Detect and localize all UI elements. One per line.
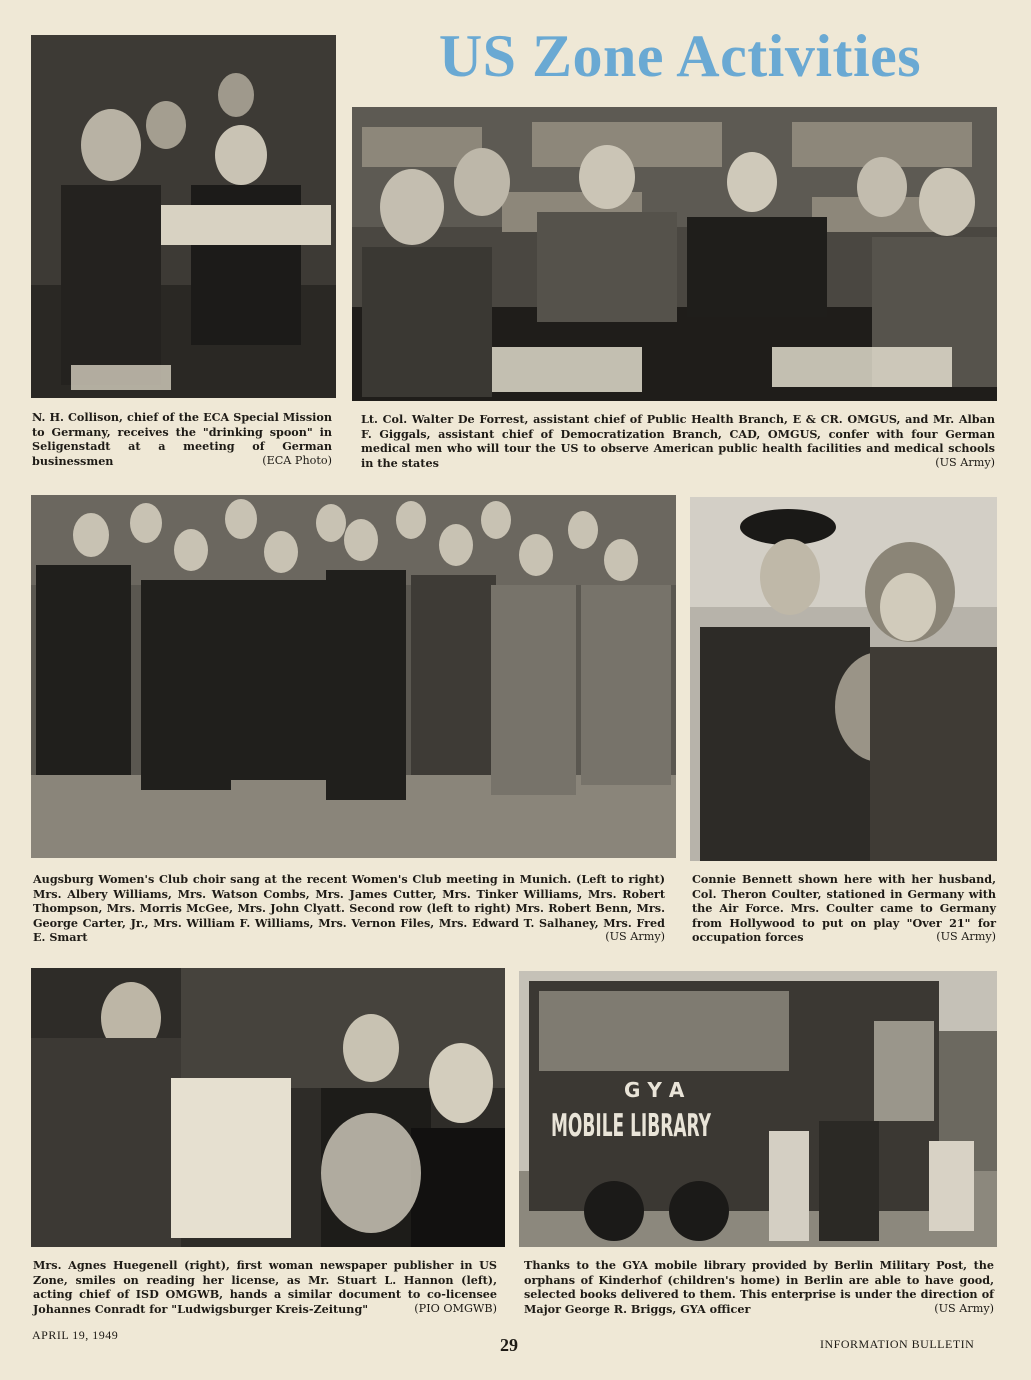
caption-womens-club-text: Augsburg Women's Club choir sang at the recent Women's Club meeting in Munich. (Left to right) Mrs. Albery Williams, Mrs. Watson Combs, Mrs. James Cutter, Mrs. Tinker Williams, Mrs. Robert Thompson, Mrs. Morris McGee, Mrs. John Clyatt. Second row (left to right) Mrs. Robert Benn, Mrs. George Carter, Jr., Mrs. William F. Williams, Mrs. Vernon Files, Mrs. Edward T. Salhaney, Mrs. Fred E. Smart [33, 872, 665, 945]
caption-connie-bennett-credit: (US Army) [936, 930, 996, 944]
page-title: US Zone Activities [438, 23, 922, 89]
caption-collison-credit: (ECA Photo) [262, 453, 332, 467]
caption-collison [32, 410, 332, 468]
caption-medical-men-credit: (US Army) [935, 455, 995, 469]
caption-medical-men-text: Lt. Col. Walter De Forrest, assistant chief of Public Health Branch, E & CR. OMGUS, and Mr. Alban F. Giggals, assistant chief of Democratization Branch, CAD, OMGUS, confer with four German medical men who will tour the US to observe American public health facilities and medical schools in the states [361, 412, 995, 470]
photo-womens-club-choir [31, 495, 676, 858]
caption-collison-text: N. H. Collison, chief of the ECA Special Mission to Germany, receives the "drinking spoon" in Seligenstadt at a meeting of German businessmen [32, 410, 332, 468]
footer-page-number: 29 [500, 1335, 518, 1355]
caption-womens-club-credit: (US Army) [605, 930, 665, 944]
caption-huegenell-credit: (PIO OMGWB) [414, 1301, 497, 1315]
footer-publication: INFORMATION BULLETIN [820, 1337, 975, 1351]
caption-gya-library-credit: (US Army) [934, 1301, 994, 1315]
caption-medical-men [361, 412, 995, 470]
photo-connie-bennett [690, 497, 997, 861]
bus-sign-mobile-library: MOBILE LIBRARY [551, 1108, 712, 1144]
photo-collison-drinking-spoon [31, 35, 336, 398]
caption-huegenell [33, 1258, 497, 1316]
caption-connie-bennett [692, 872, 996, 945]
caption-womens-club [33, 872, 665, 945]
caption-gya-library-text: Thanks to the GYA mobile library provided by Berlin Military Post, the orphans of Kinderhof (children's home) in Berlin are able to have good, selected books delivered to them. This enterprise is under the direction of Major George R. Briggs, GYA officer [524, 1258, 994, 1316]
photo-medical-men-conference [352, 107, 997, 401]
photo-huegenell-license [31, 968, 505, 1247]
caption-connie-bennett-text: Connie Bennett shown here with her husband, Col. Theron Coulter, stationed in Germany with the Air Force. Mrs. Coulter came to Germany from Hollywood to put on play "Over 21" for occupation forces [692, 872, 996, 945]
caption-gya-library [524, 1258, 994, 1316]
footer-date: APRIL 19, 1949 [32, 1328, 119, 1342]
caption-huegenell-text: Mrs. Agnes Huegenell (right), first woman newspaper publisher in US Zone, smiles on reading her license, as Mr. Stuart L. Hannon (left), acting chief of ISD OMGWB, hands a similar document to co-licensee Johannes Conradt for "Ludwigsburger Kreis-Zeitung" [33, 1258, 497, 1316]
photo-gya-mobile-library [519, 971, 997, 1247]
bus-sign-gya: G Y A [624, 1078, 685, 1102]
